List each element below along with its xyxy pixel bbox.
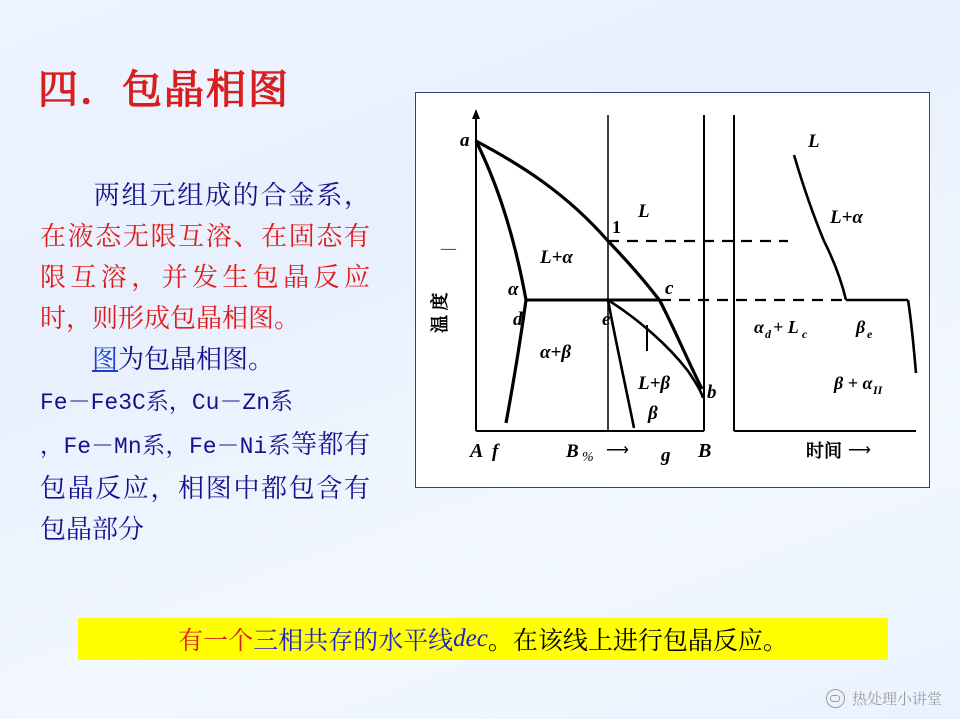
svg-text:—: —	[441, 241, 456, 257]
body-tail: 等都有包晶反应，相图中都包含有包晶部分	[40, 430, 370, 544]
body-line-5-red: ，则形成包晶相图。	[66, 304, 301, 333]
svg-text:c: c	[802, 327, 808, 341]
svg-text:1: 1	[612, 217, 621, 237]
svg-text:A: A	[470, 440, 484, 462]
phase-diagram-figure	[415, 92, 930, 488]
svg-text:d: d	[513, 309, 523, 330]
svg-text:f: f	[492, 441, 499, 462]
watermark-text: 热处理小讲堂	[851, 691, 942, 708]
figure-link[interactable]: 图	[92, 345, 119, 374]
banner-part-3: dec	[453, 625, 488, 652]
svg-text:+ L: + L	[773, 317, 799, 337]
svg-text:α: α	[754, 317, 764, 337]
body-text	[40, 175, 370, 550]
bottom-banner	[78, 618, 888, 660]
svg-text:B: B	[698, 440, 712, 462]
svg-text:β: β	[856, 317, 866, 337]
body-line-3-red: 溶、在固态有限互溶	[40, 222, 370, 292]
svg-text:d: d	[765, 327, 771, 341]
alloy-systems-line-1: Fe－Fe3C系，Cu－Zn系	[40, 390, 294, 416]
body-line-2-red: 在液态无限互	[40, 222, 206, 251]
svg-text:g: g	[661, 445, 671, 466]
svg-text:L+β: L+β	[638, 373, 671, 394]
svg-text:e: e	[867, 327, 873, 341]
body-line-4-red: ，并发生包晶反应时	[40, 263, 370, 333]
svg-text:温 度: 温 度	[430, 292, 450, 333]
banner-part-1: 有一个	[178, 628, 254, 655]
svg-text:α+β: α+β	[540, 342, 572, 363]
svg-text:e: e	[602, 309, 611, 330]
svg-text:c: c	[665, 278, 674, 299]
banner-part-2: 三相共存的水平线	[253, 628, 454, 655]
svg-text:B: B	[566, 441, 579, 462]
page-title: 四．包晶相图	[38, 67, 290, 112]
svg-text:L: L	[638, 201, 650, 222]
svg-text:⟶: ⟶	[848, 442, 871, 459]
svg-text:α: α	[508, 279, 519, 300]
svg-text:L+α: L+α	[830, 207, 863, 228]
banner-part-4: 。在该线上进行包晶反应。	[487, 628, 788, 655]
after-link-text: 为包晶相图。	[118, 345, 275, 374]
alloy-systems-line-2: ，Fe－Mn系，Fe－Ni系	[40, 434, 292, 460]
svg-text:⟶: ⟶	[606, 442, 629, 459]
watermark	[826, 688, 942, 709]
svg-text:b: b	[707, 382, 717, 403]
svg-text:L+α: L+α	[540, 247, 573, 268]
svg-text:a: a	[460, 130, 470, 151]
svg-text:时间: 时间	[806, 441, 842, 461]
svg-text:β: β	[648, 403, 658, 424]
body-line-1: 两组元组成的合	[92, 181, 289, 210]
body-line-2-black: 金系，	[288, 181, 370, 210]
svg-text:II: II	[873, 383, 883, 397]
svg-text:β + α: β + α	[834, 373, 873, 393]
svg-text:%: %	[582, 450, 594, 465]
wechat-icon	[826, 689, 845, 708]
svg-text:L: L	[808, 131, 820, 152]
